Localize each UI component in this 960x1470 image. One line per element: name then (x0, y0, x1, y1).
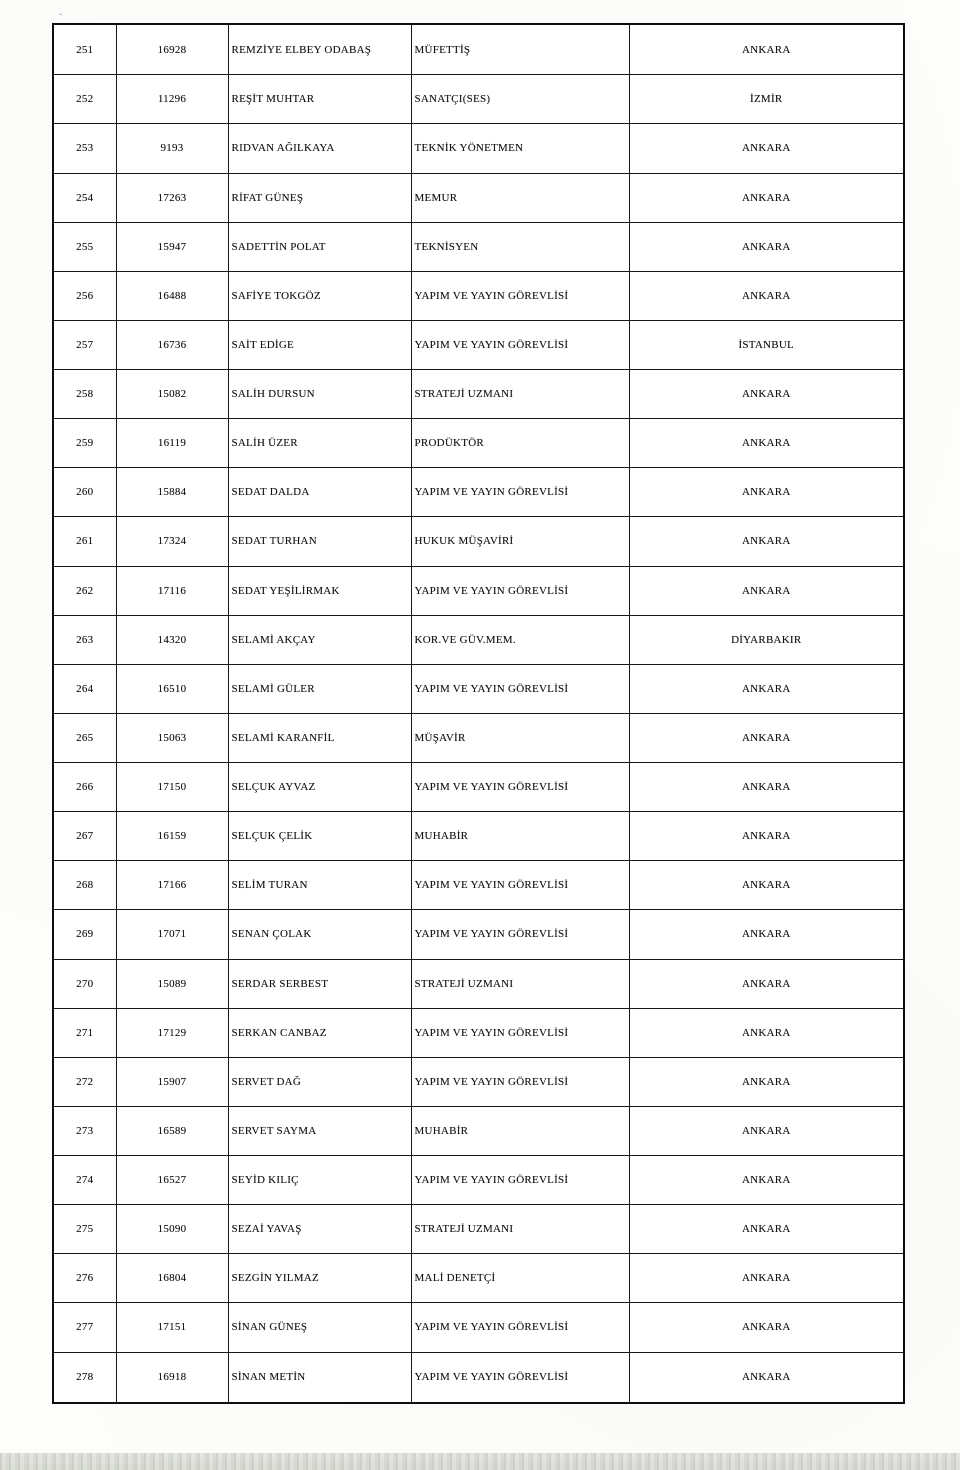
table-row (53, 517, 904, 566)
title-cell: YAPIM VE YAYIN GÖREVLİSİ (411, 664, 629, 713)
scan-noise-mark: ˏ (56, 3, 63, 17)
title-cell: YAPIM VE YAYIN GÖREVLİSİ (411, 1352, 629, 1403)
row-number-cell: 274 (53, 1156, 116, 1205)
city-cell: ANKARA (629, 566, 904, 615)
table-row (53, 75, 904, 124)
name-cell: SEZAİ YAVAŞ (228, 1205, 411, 1254)
city-cell: ANKARA (629, 124, 904, 173)
row-number-cell: 266 (53, 763, 116, 812)
name-cell: SERDAR SERBEST (228, 959, 411, 1008)
name-cell: SELÇUK AYVAZ (228, 763, 411, 812)
city-cell: ANKARA (629, 1057, 904, 1106)
name-cell: REŞİT MUHTAR (228, 75, 411, 124)
table-row (53, 664, 904, 713)
row-number-cell: 252 (53, 75, 116, 124)
registry-number-cell: 16928 (116, 24, 228, 75)
city-cell: ANKARA (629, 222, 904, 271)
name-cell: SERKAN CANBAZ (228, 1008, 411, 1057)
row-number-cell: 259 (53, 419, 116, 468)
title-cell: MÜFETTİŞ (411, 24, 629, 75)
name-cell: SELÇUK ÇELİK (228, 812, 411, 861)
name-cell: SEDAT TURHAN (228, 517, 411, 566)
registry-number-cell: 16510 (116, 664, 228, 713)
registry-number-cell: 11296 (116, 75, 228, 124)
registry-number-cell: 16918 (116, 1352, 228, 1403)
row-number-cell: 276 (53, 1254, 116, 1303)
row-number-cell: 253 (53, 124, 116, 173)
table-row (53, 419, 904, 468)
table-row (53, 1057, 904, 1106)
row-number-cell: 270 (53, 959, 116, 1008)
registry-number-cell: 16488 (116, 271, 228, 320)
title-cell: YAPIM VE YAYIN GÖREVLİSİ (411, 910, 629, 959)
table-row (53, 861, 904, 910)
city-cell: ANKARA (629, 1008, 904, 1057)
table-row (53, 1008, 904, 1057)
title-cell: STRATEJİ UZMANI (411, 370, 629, 419)
row-number-cell: 267 (53, 812, 116, 861)
table-row (53, 615, 904, 664)
table-row (53, 1254, 904, 1303)
registry-number-cell: 17263 (116, 173, 228, 222)
title-cell: KOR.VE GÜV.MEM. (411, 615, 629, 664)
row-number-cell: 254 (53, 173, 116, 222)
title-cell: YAPIM VE YAYIN GÖREVLİSİ (411, 468, 629, 517)
city-cell: ANKARA (629, 1254, 904, 1303)
registry-number-cell: 17166 (116, 861, 228, 910)
registry-number-cell: 16119 (116, 419, 228, 468)
row-number-cell: 255 (53, 222, 116, 271)
registry-number-cell: 16527 (116, 1156, 228, 1205)
table-row (53, 271, 904, 320)
row-number-cell: 277 (53, 1303, 116, 1352)
city-cell: ANKARA (629, 959, 904, 1008)
row-number-cell: 271 (53, 1008, 116, 1057)
name-cell: SELAMİ GÜLER (228, 664, 411, 713)
city-cell: ANKARA (629, 468, 904, 517)
scan-shadow-band (0, 1453, 960, 1470)
registry-number-cell: 15947 (116, 222, 228, 271)
name-cell: REMZİYE ELBEY ODABAŞ (228, 24, 411, 75)
city-cell: ANKARA (629, 24, 904, 75)
registry-number-cell: 15907 (116, 1057, 228, 1106)
city-cell: ANKARA (629, 812, 904, 861)
row-number-cell: 265 (53, 713, 116, 762)
title-cell: MUHABİR (411, 812, 629, 861)
registry-number-cell: 16804 (116, 1254, 228, 1303)
table-row (53, 1303, 904, 1352)
table-row (53, 24, 904, 75)
name-cell: SERVET SAYMA (228, 1106, 411, 1155)
table-row (53, 910, 904, 959)
registry-number-cell: 16736 (116, 320, 228, 369)
table-row (53, 763, 904, 812)
row-number-cell: 262 (53, 566, 116, 615)
table-row (53, 713, 904, 762)
registry-number-cell: 17116 (116, 566, 228, 615)
registry-number-cell: 15089 (116, 959, 228, 1008)
title-cell: MUHABİR (411, 1106, 629, 1155)
name-cell: SELAMİ AKÇAY (228, 615, 411, 664)
name-cell: SİNAN METİN (228, 1352, 411, 1403)
row-number-cell: 263 (53, 615, 116, 664)
name-cell: SALİH ÜZER (228, 419, 411, 468)
title-cell: YAPIM VE YAYIN GÖREVLİSİ (411, 1057, 629, 1106)
city-cell: ANKARA (629, 1156, 904, 1205)
title-cell: STRATEJİ UZMANI (411, 1205, 629, 1254)
table-row (53, 320, 904, 369)
title-cell: SANATÇI(SES) (411, 75, 629, 124)
registry-number-cell: 17151 (116, 1303, 228, 1352)
name-cell: SELAMİ KARANFİL (228, 713, 411, 762)
registry-number-cell: 16589 (116, 1106, 228, 1155)
name-cell: SERVET DAĞ (228, 1057, 411, 1106)
table-row (53, 1352, 904, 1403)
title-cell: MEMUR (411, 173, 629, 222)
row-number-cell: 260 (53, 468, 116, 517)
city-cell: İSTANBUL (629, 320, 904, 369)
name-cell: SALİH DURSUN (228, 370, 411, 419)
row-number-cell: 258 (53, 370, 116, 419)
table-row (53, 1156, 904, 1205)
city-cell: ANKARA (629, 763, 904, 812)
city-cell: ANKARA (629, 1303, 904, 1352)
title-cell: YAPIM VE YAYIN GÖREVLİSİ (411, 861, 629, 910)
registry-number-cell: 17150 (116, 763, 228, 812)
registry-number-cell: 9193 (116, 124, 228, 173)
title-cell: YAPIM VE YAYIN GÖREVLİSİ (411, 566, 629, 615)
row-number-cell: 261 (53, 517, 116, 566)
table-row (53, 1106, 904, 1155)
name-cell: SAFİYE TOKGÖZ (228, 271, 411, 320)
row-number-cell: 251 (53, 24, 116, 75)
row-number-cell: 268 (53, 861, 116, 910)
table-row (53, 124, 904, 173)
name-cell: SAİT EDİGE (228, 320, 411, 369)
table-row (53, 222, 904, 271)
title-cell: YAPIM VE YAYIN GÖREVLİSİ (411, 1156, 629, 1205)
city-cell: ANKARA (629, 664, 904, 713)
table-row (53, 812, 904, 861)
title-cell: YAPIM VE YAYIN GÖREVLİSİ (411, 1008, 629, 1057)
city-cell: ANKARA (629, 1352, 904, 1403)
city-cell: ANKARA (629, 517, 904, 566)
table-row (53, 566, 904, 615)
row-number-cell: 272 (53, 1057, 116, 1106)
row-number-cell: 273 (53, 1106, 116, 1155)
name-cell: SİNAN GÜNEŞ (228, 1303, 411, 1352)
title-cell: YAPIM VE YAYIN GÖREVLİSİ (411, 1303, 629, 1352)
city-cell: ANKARA (629, 271, 904, 320)
city-cell: ANKARA (629, 910, 904, 959)
registry-number-cell: 15090 (116, 1205, 228, 1254)
title-cell: YAPIM VE YAYIN GÖREVLİSİ (411, 763, 629, 812)
city-cell: ANKARA (629, 713, 904, 762)
table-row (53, 1205, 904, 1254)
title-cell: YAPIM VE YAYIN GÖREVLİSİ (411, 320, 629, 369)
row-number-cell: 257 (53, 320, 116, 369)
city-cell: ANKARA (629, 1205, 904, 1254)
row-number-cell: 275 (53, 1205, 116, 1254)
name-cell: SELİM TURAN (228, 861, 411, 910)
registry-number-cell: 17324 (116, 517, 228, 566)
title-cell: TEKNİK YÖNETMEN (411, 124, 629, 173)
title-cell: STRATEJİ UZMANI (411, 959, 629, 1008)
city-cell: ANKARA (629, 370, 904, 419)
row-number-cell: 278 (53, 1352, 116, 1403)
city-cell: İZMİR (629, 75, 904, 124)
registry-number-cell: 17129 (116, 1008, 228, 1057)
row-number-cell: 256 (53, 271, 116, 320)
row-number-cell: 269 (53, 910, 116, 959)
table-row (53, 370, 904, 419)
title-cell: MÜŞAVİR (411, 713, 629, 762)
name-cell: SEDAT DALDA (228, 468, 411, 517)
personnel-table-body (53, 24, 904, 1403)
city-cell: ANKARA (629, 419, 904, 468)
name-cell: SEZGİN YILMAZ (228, 1254, 411, 1303)
title-cell: PRODÜKTÖR (411, 419, 629, 468)
name-cell: RİFAT GÜNEŞ (228, 173, 411, 222)
table-row (53, 959, 904, 1008)
registry-number-cell: 15082 (116, 370, 228, 419)
table-row (53, 468, 904, 517)
city-cell: ANKARA (629, 173, 904, 222)
name-cell: RIDVAN AĞILKAYA (228, 124, 411, 173)
name-cell: SEYİD KILIÇ (228, 1156, 411, 1205)
table-row (53, 173, 904, 222)
title-cell: YAPIM VE YAYIN GÖREVLİSİ (411, 271, 629, 320)
city-cell: ANKARA (629, 1106, 904, 1155)
name-cell: SENAN ÇOLAK (228, 910, 411, 959)
city-cell: ANKARA (629, 861, 904, 910)
registry-number-cell: 16159 (116, 812, 228, 861)
name-cell: SEDAT YEŞİLİRMAK (228, 566, 411, 615)
title-cell: TEKNİSYEN (411, 222, 629, 271)
city-cell: DİYARBAKIR (629, 615, 904, 664)
name-cell: SADETTİN POLAT (228, 222, 411, 271)
title-cell: HUKUK MÜŞAVİRİ (411, 517, 629, 566)
personnel-table (52, 23, 905, 1404)
row-number-cell: 264 (53, 664, 116, 713)
title-cell: MALİ DENETÇİ (411, 1254, 629, 1303)
registry-number-cell: 15884 (116, 468, 228, 517)
registry-number-cell: 15063 (116, 713, 228, 762)
registry-number-cell: 17071 (116, 910, 228, 959)
registry-number-cell: 14320 (116, 615, 228, 664)
